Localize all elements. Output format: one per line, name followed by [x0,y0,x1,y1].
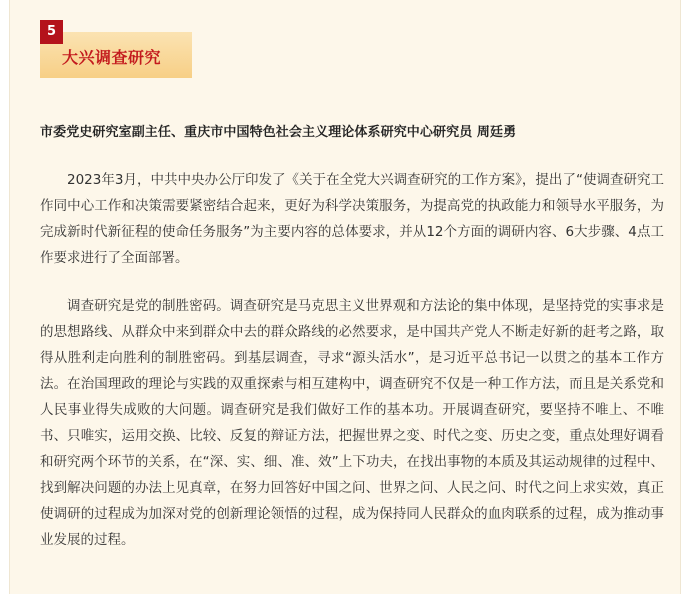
section-number-badge: 5 [40,20,63,44]
paragraph-2: 调查研究是党的制胜密码。调查研究是马克思主义世界观和方法论的集中体现，是坚持党的实事求是的思想路线、从群众中来到群众中去的群众路线的必然要求，是中国共产党人不断走好新的赶考之路，取得从胜利走向胜利的制胜密码。到基层调查，寻求“源头活水”，是习近平总书记一以贯之的基本工作方法。在治国理政的理论与实践的双重探索与相互建构中，调查研究不仅是一种工作方法，而且是关系党和人民事业得失成败的大问题。调查研究是我们做好工作的基本功。开展调查研究，要坚持不唯上、不唯书、只唯实，运用交换、比较、反复的辩证方法，把握世界之变、时代之变、历史之变，重点处理好调看和研究两个环节的关系，在“深、实、细、准、效”上下功夫，在找出事物的本质及其运动规律的过程中、找到解决问题的办法上见真章，在努力回答好中国之问、世界之问、人民之问、时代之问上求实效，真正使调研的过程成为加深对党的创新理论领悟的过程，成为保持同人民群众的血肉联系的过程，成为推动事业发展的过程。 [40,298,664,548]
author-line: 市委党史研究室副主任、重庆市中国特色社会主义理论体系研究中心研究员 周廷勇 [40,125,517,140]
article-page [9,0,681,594]
section-title: 大兴调查研究 [62,48,162,67]
paragraph-1: 2023年3月，中共中央办公厅印发了《关于在全党大兴调查研究的工作方案》，提出了“使调查研究工作同中心工作和决策需要紧密结合起来，更好为科学决策服务，为提高党的执政能力和领导水平服务，为完成新时代新征程的使命任务服务”为主要内容的总体要求，并从12个方面的调研内容、6大步骤、4点工作要求进行了全面部署。 [40,172,664,266]
